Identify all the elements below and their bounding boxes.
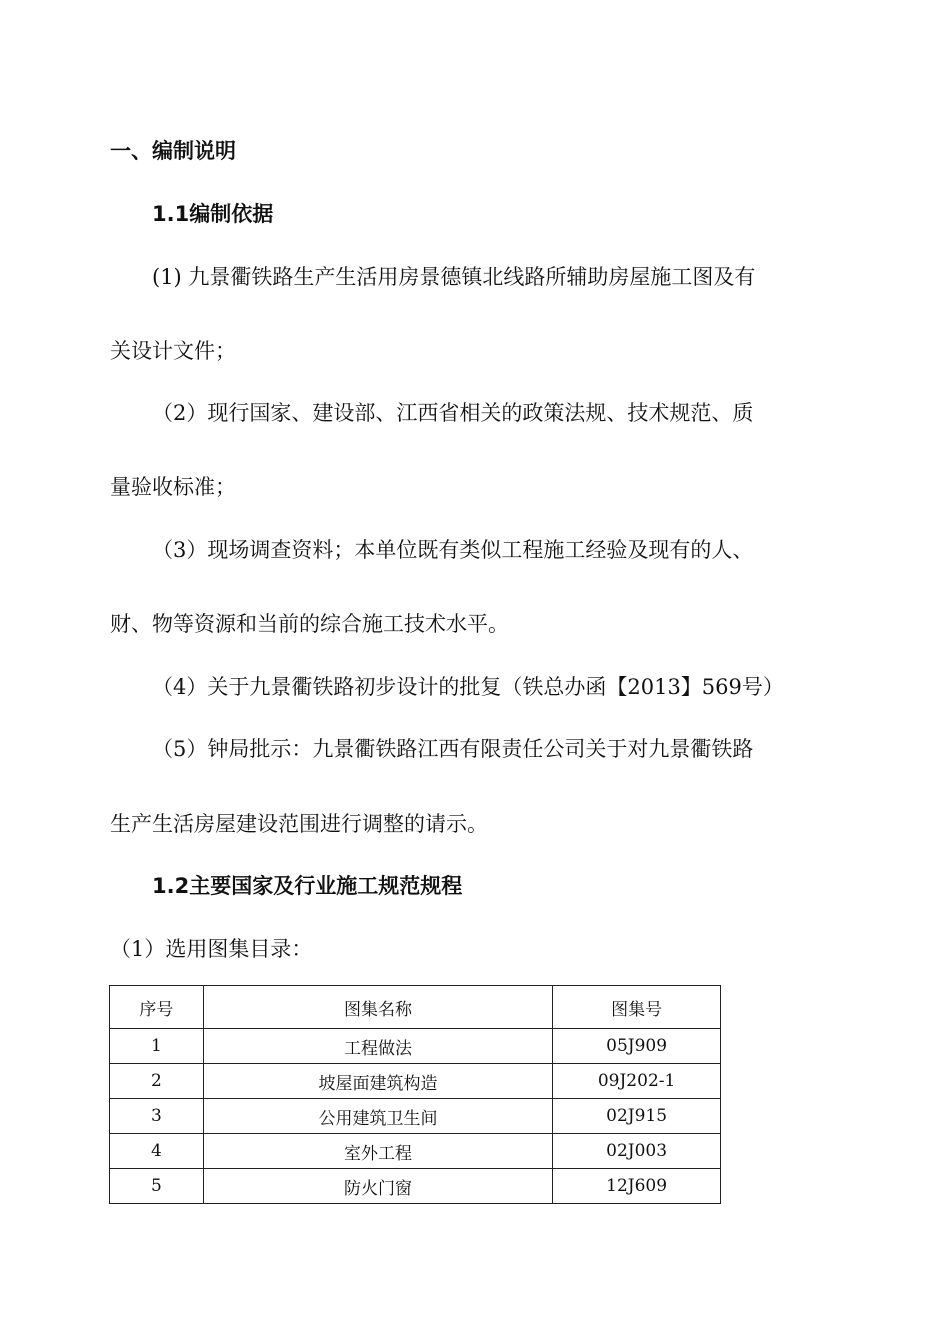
row-index: 2 (110, 1064, 204, 1099)
row-atlas-number: 02J915 (553, 1099, 721, 1134)
header-atlas-number: 图集号 (553, 986, 721, 1029)
row-index: 4 (110, 1134, 204, 1169)
table-row (110, 1029, 721, 1064)
basis-item-2-line1: （2）现行国家、建设部、江西省相关的政策法规、技术规范、质 (152, 401, 754, 425)
row-atlas-name: 工程做法 (203, 1029, 552, 1064)
row-index: 3 (110, 1099, 204, 1134)
header-index: 序号 (110, 986, 204, 1029)
atlas-list-caption: （1）选用图集目录： (110, 937, 313, 961)
table-row (110, 1064, 721, 1099)
row-atlas-number: 09J202-1 (553, 1064, 721, 1099)
basis-item-5-line1: （5）钟局批示：九景衢铁路江西有限责任公司关于对九景衢铁路 (152, 737, 754, 761)
section-title-1-1: 1.1编制依据 (152, 202, 274, 226)
basis-item-1-line2: 关设计文件； (110, 339, 236, 363)
basis-item-1-line1: (1) 九景衢铁路生产生活用房景德镇北线路所辅助房屋施工图及有 (152, 265, 756, 289)
header-atlas-name: 图集名称 (203, 986, 552, 1029)
basis-item-3-line1: （3）现场调查资料；本单位既有类似工程施工经验及现有的人、 (152, 538, 754, 562)
row-atlas-number: 12J609 (553, 1169, 721, 1204)
row-atlas-name: 室外工程 (203, 1134, 552, 1169)
table-row (110, 1134, 721, 1169)
page-heading: 一、编制说明 (110, 139, 236, 163)
basis-item-5-line2: 生产生活房屋建设范围进行调整的请示。 (110, 812, 488, 836)
row-atlas-name: 坡屋面建筑构造 (203, 1064, 552, 1099)
basis-item-4-line1: （4）关于九景衢铁路初步设计的批复（铁总办函【2013】569号） (152, 675, 784, 699)
basis-item-3-line2: 财、物等资源和当前的综合施工技术水平。 (110, 612, 509, 636)
row-index: 5 (110, 1169, 204, 1204)
table-row (110, 1169, 721, 1204)
row-atlas-number: 02J003 (553, 1134, 721, 1169)
basis-item-2-line2: 量验收标准； (110, 475, 236, 499)
row-atlas-name: 公用建筑卫生间 (203, 1099, 552, 1134)
table-row (110, 1099, 721, 1134)
row-index: 1 (110, 1029, 204, 1064)
table-header-row (110, 986, 721, 1029)
section-title-1-2: 1.2主要国家及行业施工规范规程 (152, 874, 463, 898)
row-atlas-name: 防火门窗 (203, 1169, 552, 1204)
row-atlas-number: 05J909 (553, 1029, 721, 1064)
atlas-table (109, 985, 721, 1204)
